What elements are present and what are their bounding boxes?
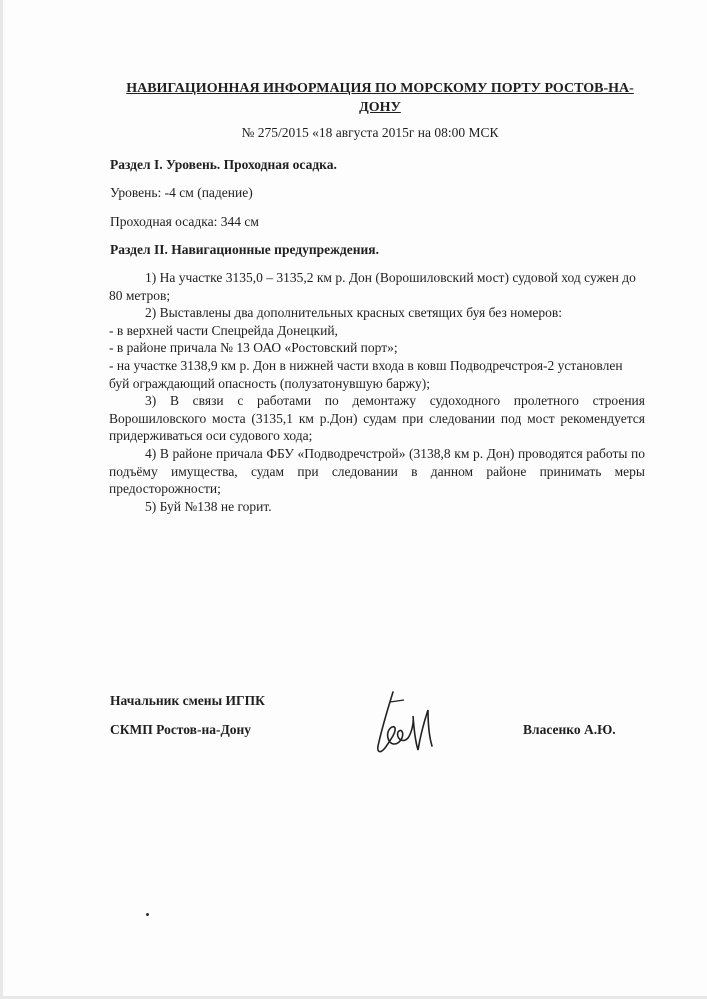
document-subtitle: № 275/2015 «18 августа 2015г на 08:00 МСК [241,125,499,140]
signatory-name: Власенко А.Ю. [523,722,616,737]
scan-edge-left [0,0,3,999]
section2-heading: Раздел II. Навигационные предупреждения. [110,242,379,257]
warning-item-1: 1) На участке 3135,0 – 3135,2 км р. Дон (Ворошиловский мост) судовой ход сужен до 80 метров; [109,270,636,303]
draft-text: Проходная осадка: 344 см [110,214,259,229]
warning-subitem-1: - в верхней части Спецрейда Донецкий, [109,322,338,338]
warning-item-2: 2) Выставлены два дополнительных красных светящих буя без номеров: [145,305,563,321]
signatory-organization: СКМП Ростов-на-Дону [110,722,252,737]
scan-speck [146,913,149,916]
warning-item-5: 5) Буй №138 не горит. [145,498,272,514]
document-title: НАВИГАЦИОННАЯ ИНФОРМАЦИЯ ПО МОРСКОМУ ПОРТУ РОСТОВ-НА-ДОНУ [126,81,634,115]
warning-item-3: 3) В связи с работами по демонтажу судоходного пролетного строения Ворошиловского моста (3135,1 км р.Дон) судам при следовании под мост рекомендуется придерживаться оси судового хода; [109,393,645,444]
level-text: Уровень: -4 см (падение) [110,185,253,200]
signatory-position: Начальник смены ИГПК [110,693,265,708]
warnings-list [109,269,645,515]
handwritten-signature [368,688,448,760]
section1-heading: Раздел I. Уровень. Проходная осадка. [110,157,337,172]
warning-subitem-2: - в районе причала № 13 ОАО «Ростовский порт»; [109,340,398,356]
warning-item-4: 4) В районе причала ФБУ «Подводречстрой» (3138,8 км р. Дон) проводятся работы по подъёму имущества, судам при следовании в данном районе принимать меры предосторожности; [109,445,645,497]
warning-subitem-3: - на участке 3138,9 км р. Дон в нижней части входа в ковш Подводречстроя-2 установлен буй ограждающий опасность (полузатонувшую баржу); [109,357,623,391]
